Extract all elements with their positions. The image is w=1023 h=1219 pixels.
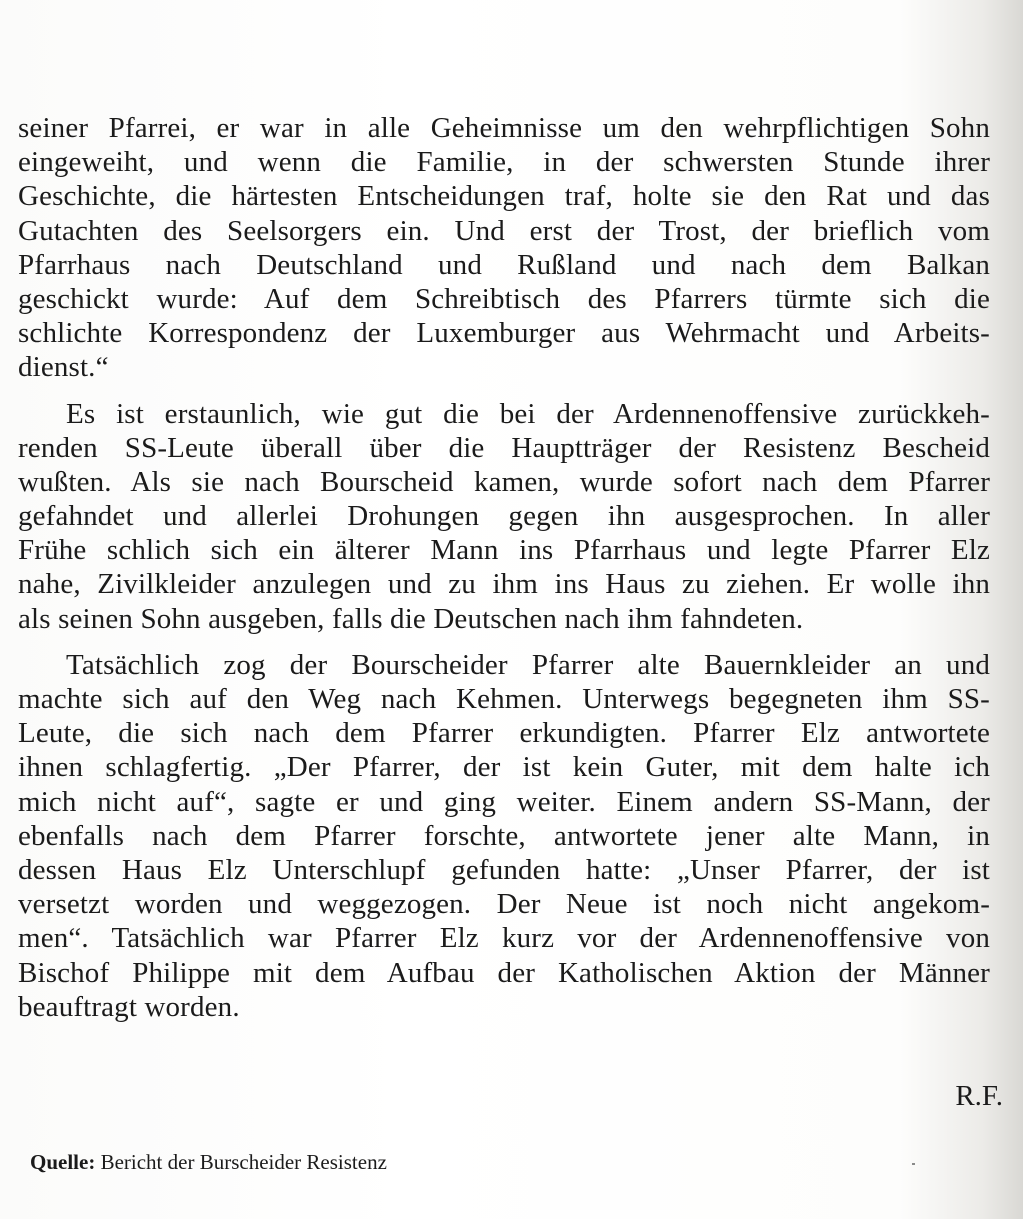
text-line: wußten. Als sie nach Bourscheid kamen, wurde sofort nach dem Pfarrer <box>18 465 990 498</box>
text-line: Frühe schlich sich ein älterer Mann ins Pfarrhaus und legte Pfarrer Elz <box>18 534 990 567</box>
text-line: men“. Tatsächlich war Pfarrer Elz kurz vor der Ardennenoffensive von <box>18 922 990 955</box>
text-line: dienst.“ <box>18 351 109 384</box>
text-line: nahe, Zivilkleider anzulegen und zu ihm ins Haus zu ziehen. Er wolle ihn <box>18 568 990 601</box>
author-signature: R.F. <box>955 1080 1003 1112</box>
text-line: mich nicht auf“, sagte er und ging weiter. Einem andern SS-Mann, der <box>18 785 990 818</box>
text-line: geschickt wurde: Auf dem Schreibtisch des Pfarrers türmte sich die <box>18 282 990 315</box>
text-line: beauftragt worden. <box>18 990 240 1023</box>
text-line: Leute, die sich nach dem Pfarrer erkundigten. Pfarrer Elz antwortete <box>18 717 990 750</box>
text-line: Pfarrhaus nach Deutschland und Rußland und nach dem Balkan <box>18 248 990 281</box>
source-label: Quelle: <box>30 1150 96 1174</box>
text-line: dessen Haus Elz Unterschlupf gefunden hatte: „Unser Pfarrer, der ist <box>18 853 990 886</box>
paragraph-3 <box>18 648 990 1024</box>
paper-speck <box>912 1163 915 1165</box>
text-line: Es ist erstaunlich, wie gut die bei der Ardennenoffensive zurückkeh- <box>66 397 990 430</box>
paragraph-2 <box>18 397 990 636</box>
text-line: Geschichte, die härtesten Entscheidungen traf, holte sie den Rat und das <box>18 180 990 213</box>
source-note <box>30 1150 387 1175</box>
text-line: eingeweiht, und wenn die Familie, in der schwersten Stunde ihrer <box>18 146 990 179</box>
text-line: machte sich auf den Weg nach Kehmen. Unterwegs begegneten ihm SS- <box>18 683 990 715</box>
body-text <box>18 111 990 1024</box>
text-line: renden SS-Leute überall über die Hauptträger der Resistenz Bescheid <box>18 431 990 464</box>
text-line: versetzt worden und weggezogen. Der Neue ist noch nicht angekom- <box>18 888 990 921</box>
text-line: Gutachten des Seelsorgers ein. Und erst der Trost, der brieflich vom <box>18 214 990 247</box>
text-line: seiner Pfarrei, er war in alle Geheimnisse um den wehrpflichtigen Sohn <box>18 112 990 144</box>
text-line: schlichte Korrespondenz der Luxemburger aus Wehrmacht und Arbeits- <box>18 317 990 350</box>
text-line: gefahndet und allerlei Drohungen gegen ihn ausgesprochen. In aller <box>18 500 990 533</box>
text-line: Bischof Philippe mit dem Aufbau der Katholischen Aktion der Männer <box>18 956 990 989</box>
source-text: Bericht der Burscheider Resistenz <box>100 1150 387 1174</box>
text-line: als seinen Sohn ausgeben, falls die Deutschen nach ihm fahndeten. <box>18 602 804 635</box>
text-line: Tatsächlich zog der Bourscheider Pfarrer alte Bauernkleider an und <box>66 648 990 681</box>
paragraph-1 <box>18 111 990 385</box>
text-line: ihnen schlagfertig. „Der Pfarrer, der ist kein Guter, mit dem halte ich <box>18 751 990 784</box>
text-line: ebenfalls nach dem Pfarrer forschte, antwortete jener alte Mann, in <box>18 819 990 852</box>
